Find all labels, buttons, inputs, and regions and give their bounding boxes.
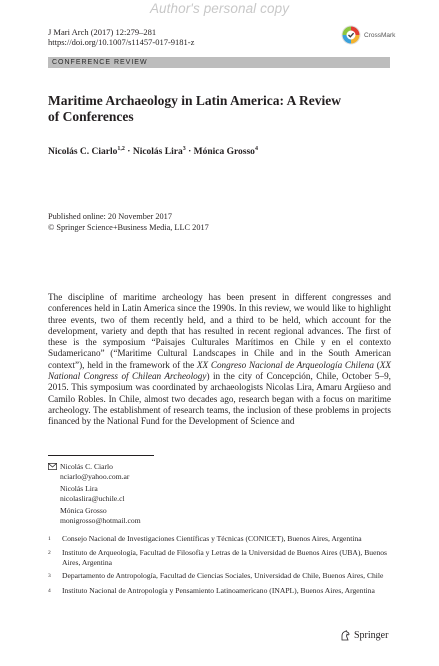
author-affiliation-marker: 3: [182, 146, 186, 152]
doi-link[interactable]: https://doi.org/10.1007/s11457-017-9181-z: [48, 37, 195, 47]
affiliation-item: [48, 571, 390, 581]
section-header: CONFERENCE REVIEW: [48, 57, 390, 68]
affiliation-number: 3: [48, 573, 51, 580]
author-name[interactable]: Nicolás Lira: [132, 147, 183, 158]
contact-name: Mónica Grosso: [60, 506, 107, 515]
affiliation-number: 4: [48, 587, 51, 594]
journal-reference: [48, 27, 194, 47]
publisher-logo: [340, 630, 388, 641]
affiliation-text: Instituto Nacional de Antropología y Pensamiento Latinoamericano (INAPL), Buenos Aires, Argentina: [62, 585, 375, 595]
contact-email[interactable]: nicolaslira@uchile.cl: [60, 493, 125, 503]
body-italic-translation: XX National Congress of Chilean Archeology: [48, 359, 391, 382]
contact-name: Nicolás Lira: [60, 484, 98, 493]
title-line-2: of Conferences: [48, 109, 134, 124]
contact-email[interactable]: monigrosso@hotmail.com: [60, 515, 141, 525]
affiliation-number: 1: [48, 536, 51, 542]
affiliation-number: 2: [48, 550, 51, 557]
author-name[interactable]: Mónica Grosso: [193, 147, 255, 158]
crossmark-label: CrossMark: [364, 31, 396, 39]
watermark: Author's personal copy: [149, 1, 290, 16]
affiliation-text: Departamento de Antropología, Facultad de Ciencias Sociales, Universidad de Chile, Buenos Aires, Chile: [62, 571, 384, 581]
springer-horse-icon: [340, 630, 351, 641]
contact-entry: [48, 484, 388, 503]
body-text-part: (: [373, 359, 380, 370]
journal-citation: J Mari Arch (2017) 12:279–281: [48, 27, 157, 37]
envelope-icon: [48, 463, 57, 470]
contact-entry: [48, 506, 388, 525]
footnote-divider: [48, 455, 154, 456]
affiliation-text: Consejo Nacional de Investigaciones Científicas y Técnicas (CONICET), Buenos Aires, Argentina: [62, 534, 362, 543]
affiliations-list: [48, 534, 390, 600]
body-text-part: The discipline of maritime archeology has been present in different congresses and conferences held in Latin America since the 1990s. In this review, we would like to highlight three events, two of them recently held, and a third to be held, which account for the development, variety and depth that has resulted in recent regional advances. The first of these is the symposium “Paisajes Culturales Marítimos en Chile y en el contexto Sudamericano” (“Maritime Cultural Landscapes in Chile and in the South American context”), held in the framework of the: [48, 292, 391, 370]
publisher-name: Springer: [354, 630, 389, 641]
publication-info: [48, 212, 209, 233]
copyright-line: © Springer Science+Business Media, LLC 2017: [48, 222, 209, 232]
author-affiliation-marker: 1,2: [117, 146, 125, 152]
author-name[interactable]: Nicolás C. Ciarlo: [48, 147, 118, 158]
affiliation-text: Instituto de Arqueología, Facultad de Filosofía y Letras de la Universidad de Buenos Aires (UBA), Buenos Aires, Argentina: [62, 548, 387, 567]
contact-name: Nicolás C. Ciarlo: [60, 462, 113, 471]
author-separator: ·: [185, 147, 194, 158]
affiliation-item: [48, 534, 390, 544]
crossmark-badge[interactable]: [341, 23, 411, 47]
body-text-part: ) in the city of Concepción, Chile, October 5–9, 2015. This symposium was coordinated by archaeologists Nicolas Lira, Amaru Argüeso and Camilo Robles. In Chile, almost two decades ago, research began with a focus on maritime archeology. The establishment of research teams, the inclusion of these problems in projects financed by the National Fund for the Development of Science and: [48, 371, 391, 427]
contact-entry: [48, 462, 388, 481]
contact-email[interactable]: nciarlo@yahoo.com.ar: [60, 471, 130, 481]
author-separator: ·: [124, 147, 133, 158]
body-italic-congress: XX Congreso Nacional de Arqueología Chilena: [196, 359, 374, 370]
author-contacts: [48, 462, 388, 528]
affiliation-item: [48, 548, 390, 567]
author-list: [48, 146, 258, 157]
published-date: Published online: 20 November 2017: [48, 212, 172, 221]
affiliation-item: [48, 586, 390, 596]
article-title: [48, 93, 378, 125]
crossmark-icon: [341, 25, 361, 45]
body-paragraph: [48, 292, 391, 428]
title-line-1: Maritime Archaeology in Latin America: A Review: [48, 93, 341, 108]
author-affiliation-marker: 4: [254, 146, 258, 152]
